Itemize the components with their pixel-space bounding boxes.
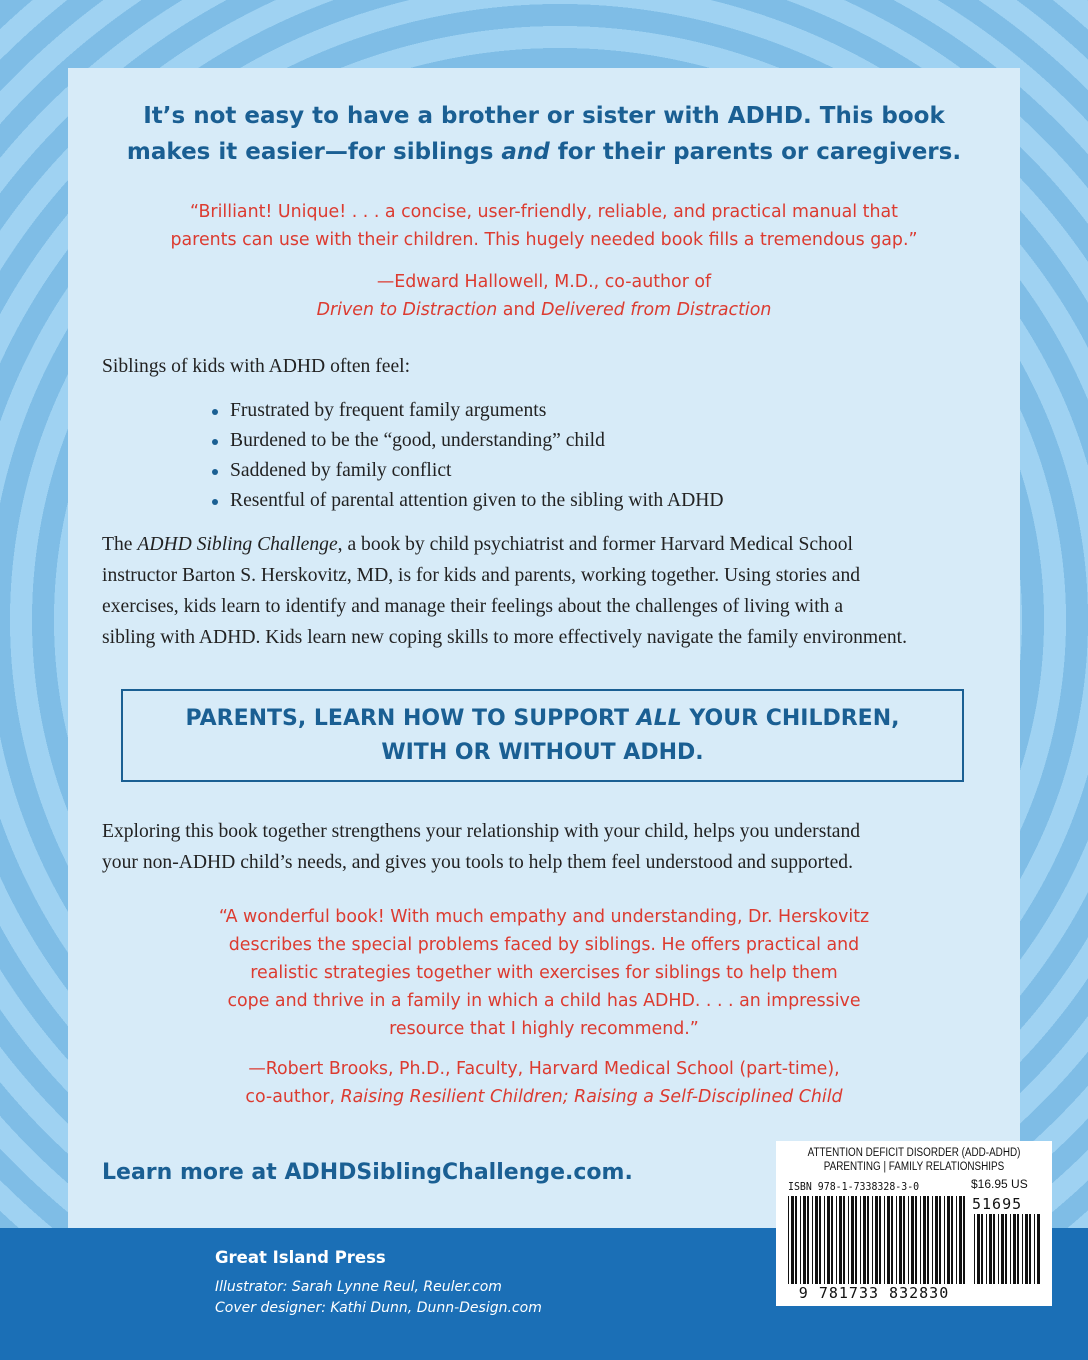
barcode-bar xyxy=(800,1196,801,1284)
barcode-bar xyxy=(923,1196,926,1284)
book-title: Raising Resilient Children; Raising a Self-Disciplined Child xyxy=(340,1087,843,1107)
barcode-category xyxy=(795,1146,1032,1174)
description-line: exercises, kids learn to identify and manage their feelings about the challenges of living with a xyxy=(102,596,844,617)
quote-line: realistic strategies together with exercises for siblings to help them xyxy=(250,963,838,983)
quote-hallowell xyxy=(100,198,988,324)
quote-attribution: —Robert Brooks, Ph.D., Faculty, Harvard Medical School (part-time), xyxy=(248,1059,840,1079)
quote-line: describes the special problems faced by siblings. He offers practical and xyxy=(228,935,860,955)
barcode-bar xyxy=(1037,1214,1040,1284)
barcode-bar xyxy=(824,1196,825,1284)
illustrator-credit: Illustrator: Sarah Lynne Reul, Reuler.com xyxy=(215,1279,502,1295)
headline xyxy=(100,98,988,170)
price-barcode xyxy=(974,1214,1040,1284)
barcode-bar xyxy=(855,1196,857,1284)
barcode-bar xyxy=(827,1196,830,1284)
headline-line-2 xyxy=(100,134,988,170)
barcode-bar xyxy=(831,1196,833,1284)
barcode-bar xyxy=(939,1196,941,1284)
barcode-bar xyxy=(1034,1214,1035,1284)
barcode-bar xyxy=(867,1196,869,1284)
barcode-digits: 9 781733 832830 xyxy=(798,1284,950,1302)
description-line: sibling with ADHD. Kids learn new coping skills to more effectively navigate the family environment. xyxy=(102,627,907,648)
book-title: ADHD Sibling Challenge xyxy=(137,534,338,555)
barcode-bar xyxy=(875,1196,878,1284)
quote-line: resource that I highly recommend.” xyxy=(389,1019,699,1039)
barcode-bar xyxy=(935,1196,938,1284)
headline-text: makes it easier—for siblings xyxy=(126,139,502,165)
quote-line: “Brilliant! Unique! . . . a concise, user-friendly, reliable, and practical manual that xyxy=(190,202,898,222)
quote-line: parents can use with their children. This hugely needed book fills a tremendous gap.” xyxy=(170,230,918,250)
barcode-bar xyxy=(884,1196,885,1284)
quote-line: “A wonderful book! With much empathy and understanding, Dr. Herskovitz xyxy=(218,907,870,927)
barcode-bar xyxy=(1025,1214,1028,1284)
intro-text: Siblings of kids with ADHD often feel: xyxy=(102,356,411,377)
barcode-bar xyxy=(998,1214,999,1284)
barcode-bar xyxy=(1001,1214,1004,1284)
attribution-text: co-author, xyxy=(245,1087,341,1107)
barcode-bar xyxy=(915,1196,917,1284)
price-code: 51695 xyxy=(972,1195,1023,1213)
quote-brooks xyxy=(100,903,988,1111)
barcode-bar xyxy=(956,1196,957,1284)
barcode-bar xyxy=(989,1214,992,1284)
barcode-bar xyxy=(848,1196,849,1284)
barcode-bar xyxy=(896,1196,897,1284)
barcode-bar xyxy=(963,1196,965,1284)
barcode-bar xyxy=(803,1196,806,1284)
barcode-bar xyxy=(911,1196,914,1284)
callout-text: PARENTS, LEARN HOW TO SUPPORT xyxy=(185,706,637,731)
barcode-bar xyxy=(920,1196,921,1284)
category-line: PARENTING | FAMILY RELATIONSHIPS xyxy=(823,1161,1005,1173)
exploring-paragraph xyxy=(102,816,1002,878)
barcode-bar xyxy=(795,1196,797,1284)
barcode-bar xyxy=(815,1196,818,1284)
barcode-bar xyxy=(1029,1214,1031,1284)
list-item: Resentful of parental attention given to the sibling with ADHD xyxy=(212,486,724,516)
barcode-bar xyxy=(1022,1214,1023,1284)
feelings-list xyxy=(212,396,724,516)
barcode-bar xyxy=(879,1196,881,1284)
barcode-bar xyxy=(819,1196,821,1284)
barcode-bar xyxy=(812,1196,813,1284)
category-line: ATTENTION DEFICIT DISORDER (ADD-ADHD) xyxy=(807,1147,1021,1159)
callout-line-2: WITH OR WITHOUT ADHD. xyxy=(381,740,704,765)
learn-more-link: Learn more at ADHDSiblingChallenge.com. xyxy=(102,1160,633,1185)
headline-text: for their parents or caregivers. xyxy=(549,139,962,165)
callout-text: YOUR CHILDREN, xyxy=(681,706,900,731)
barcode-bar xyxy=(899,1196,902,1284)
barcode-bar xyxy=(1005,1214,1007,1284)
description-paragraph xyxy=(102,529,1002,653)
headline-emphasis: and xyxy=(501,139,550,165)
barcode-bar xyxy=(1010,1214,1011,1284)
paragraph-line: Exploring this book together strengthens your relationship with your child, helps you understand xyxy=(102,821,861,842)
barcode-bar xyxy=(932,1196,933,1284)
paragraph-line: your non-ADHD child’s needs, and gives you tools to help them feel understood and supported. xyxy=(102,852,853,873)
quote-attribution-books xyxy=(100,296,988,324)
barcode-box xyxy=(776,1141,1052,1306)
barcode-bar xyxy=(927,1196,929,1284)
callout-emphasis: ALL xyxy=(636,706,682,731)
barcode-bar xyxy=(974,1214,975,1284)
barcode-bar xyxy=(1017,1214,1019,1284)
attribution-text: and xyxy=(497,300,542,320)
quote-line: cope and thrive in a family in which a child has ADHD. . . . an impressive xyxy=(227,991,861,1011)
barcode-bar xyxy=(872,1196,873,1284)
barcode-bar xyxy=(836,1196,837,1284)
barcode-bar xyxy=(951,1196,953,1284)
book-title: Driven to Distraction xyxy=(316,300,498,320)
description-line: instructor Barton S. Herskovitz, MD, is for kids and parents, working together. Using stories and xyxy=(102,565,861,586)
parents-callout xyxy=(121,689,964,782)
barcode-bar xyxy=(860,1196,861,1284)
barcode-bar xyxy=(807,1196,809,1284)
designer-credit: Cover designer: Kathi Dunn, Dunn-Design.com xyxy=(215,1300,542,1316)
headline-line-1: It’s not easy to have a brother or sister with ADHD. This book xyxy=(143,103,945,129)
barcode-bar xyxy=(851,1196,854,1284)
barcode-bar xyxy=(839,1196,842,1284)
barcode-bar xyxy=(903,1196,905,1284)
quote-attribution: —Edward Hallowell, M.D., co-author of xyxy=(376,272,712,292)
publisher-name: Great Island Press xyxy=(215,1248,386,1267)
callout-line-1 xyxy=(123,702,962,736)
barcode-bar xyxy=(863,1196,866,1284)
barcode-bar xyxy=(843,1196,845,1284)
description-text: , a book by child psychiatrist and former Harvard Medical School xyxy=(337,534,853,555)
barcode-bar xyxy=(944,1196,945,1284)
price-text: $16.95 US xyxy=(971,1177,1028,1191)
description-text: The xyxy=(102,534,138,555)
barcode-bar xyxy=(791,1196,794,1284)
barcode-bar xyxy=(788,1196,789,1284)
barcode-bar xyxy=(959,1196,962,1284)
isbn-text: ISBN 978-1-7338328-3-0 xyxy=(788,1180,920,1193)
barcode-bar xyxy=(947,1196,950,1284)
book-title: Delivered from Distraction xyxy=(541,300,772,320)
barcode-bar xyxy=(887,1196,890,1284)
barcode-bar xyxy=(977,1214,980,1284)
list-item: Saddened by family conflict xyxy=(212,456,724,486)
barcode-bar xyxy=(1013,1214,1016,1284)
description-line xyxy=(102,529,1002,560)
list-item: Burdened to be the “good, understanding” child xyxy=(212,426,724,456)
barcode-bar xyxy=(891,1196,893,1284)
barcode-bar xyxy=(908,1196,909,1284)
barcode-bar xyxy=(981,1214,983,1284)
list-item: Frustrated by frequent family arguments xyxy=(212,396,724,426)
quote-attribution-books xyxy=(100,1083,988,1111)
barcode-bar xyxy=(986,1214,987,1284)
isbn-barcode xyxy=(788,1196,968,1284)
barcode-bar xyxy=(993,1214,995,1284)
